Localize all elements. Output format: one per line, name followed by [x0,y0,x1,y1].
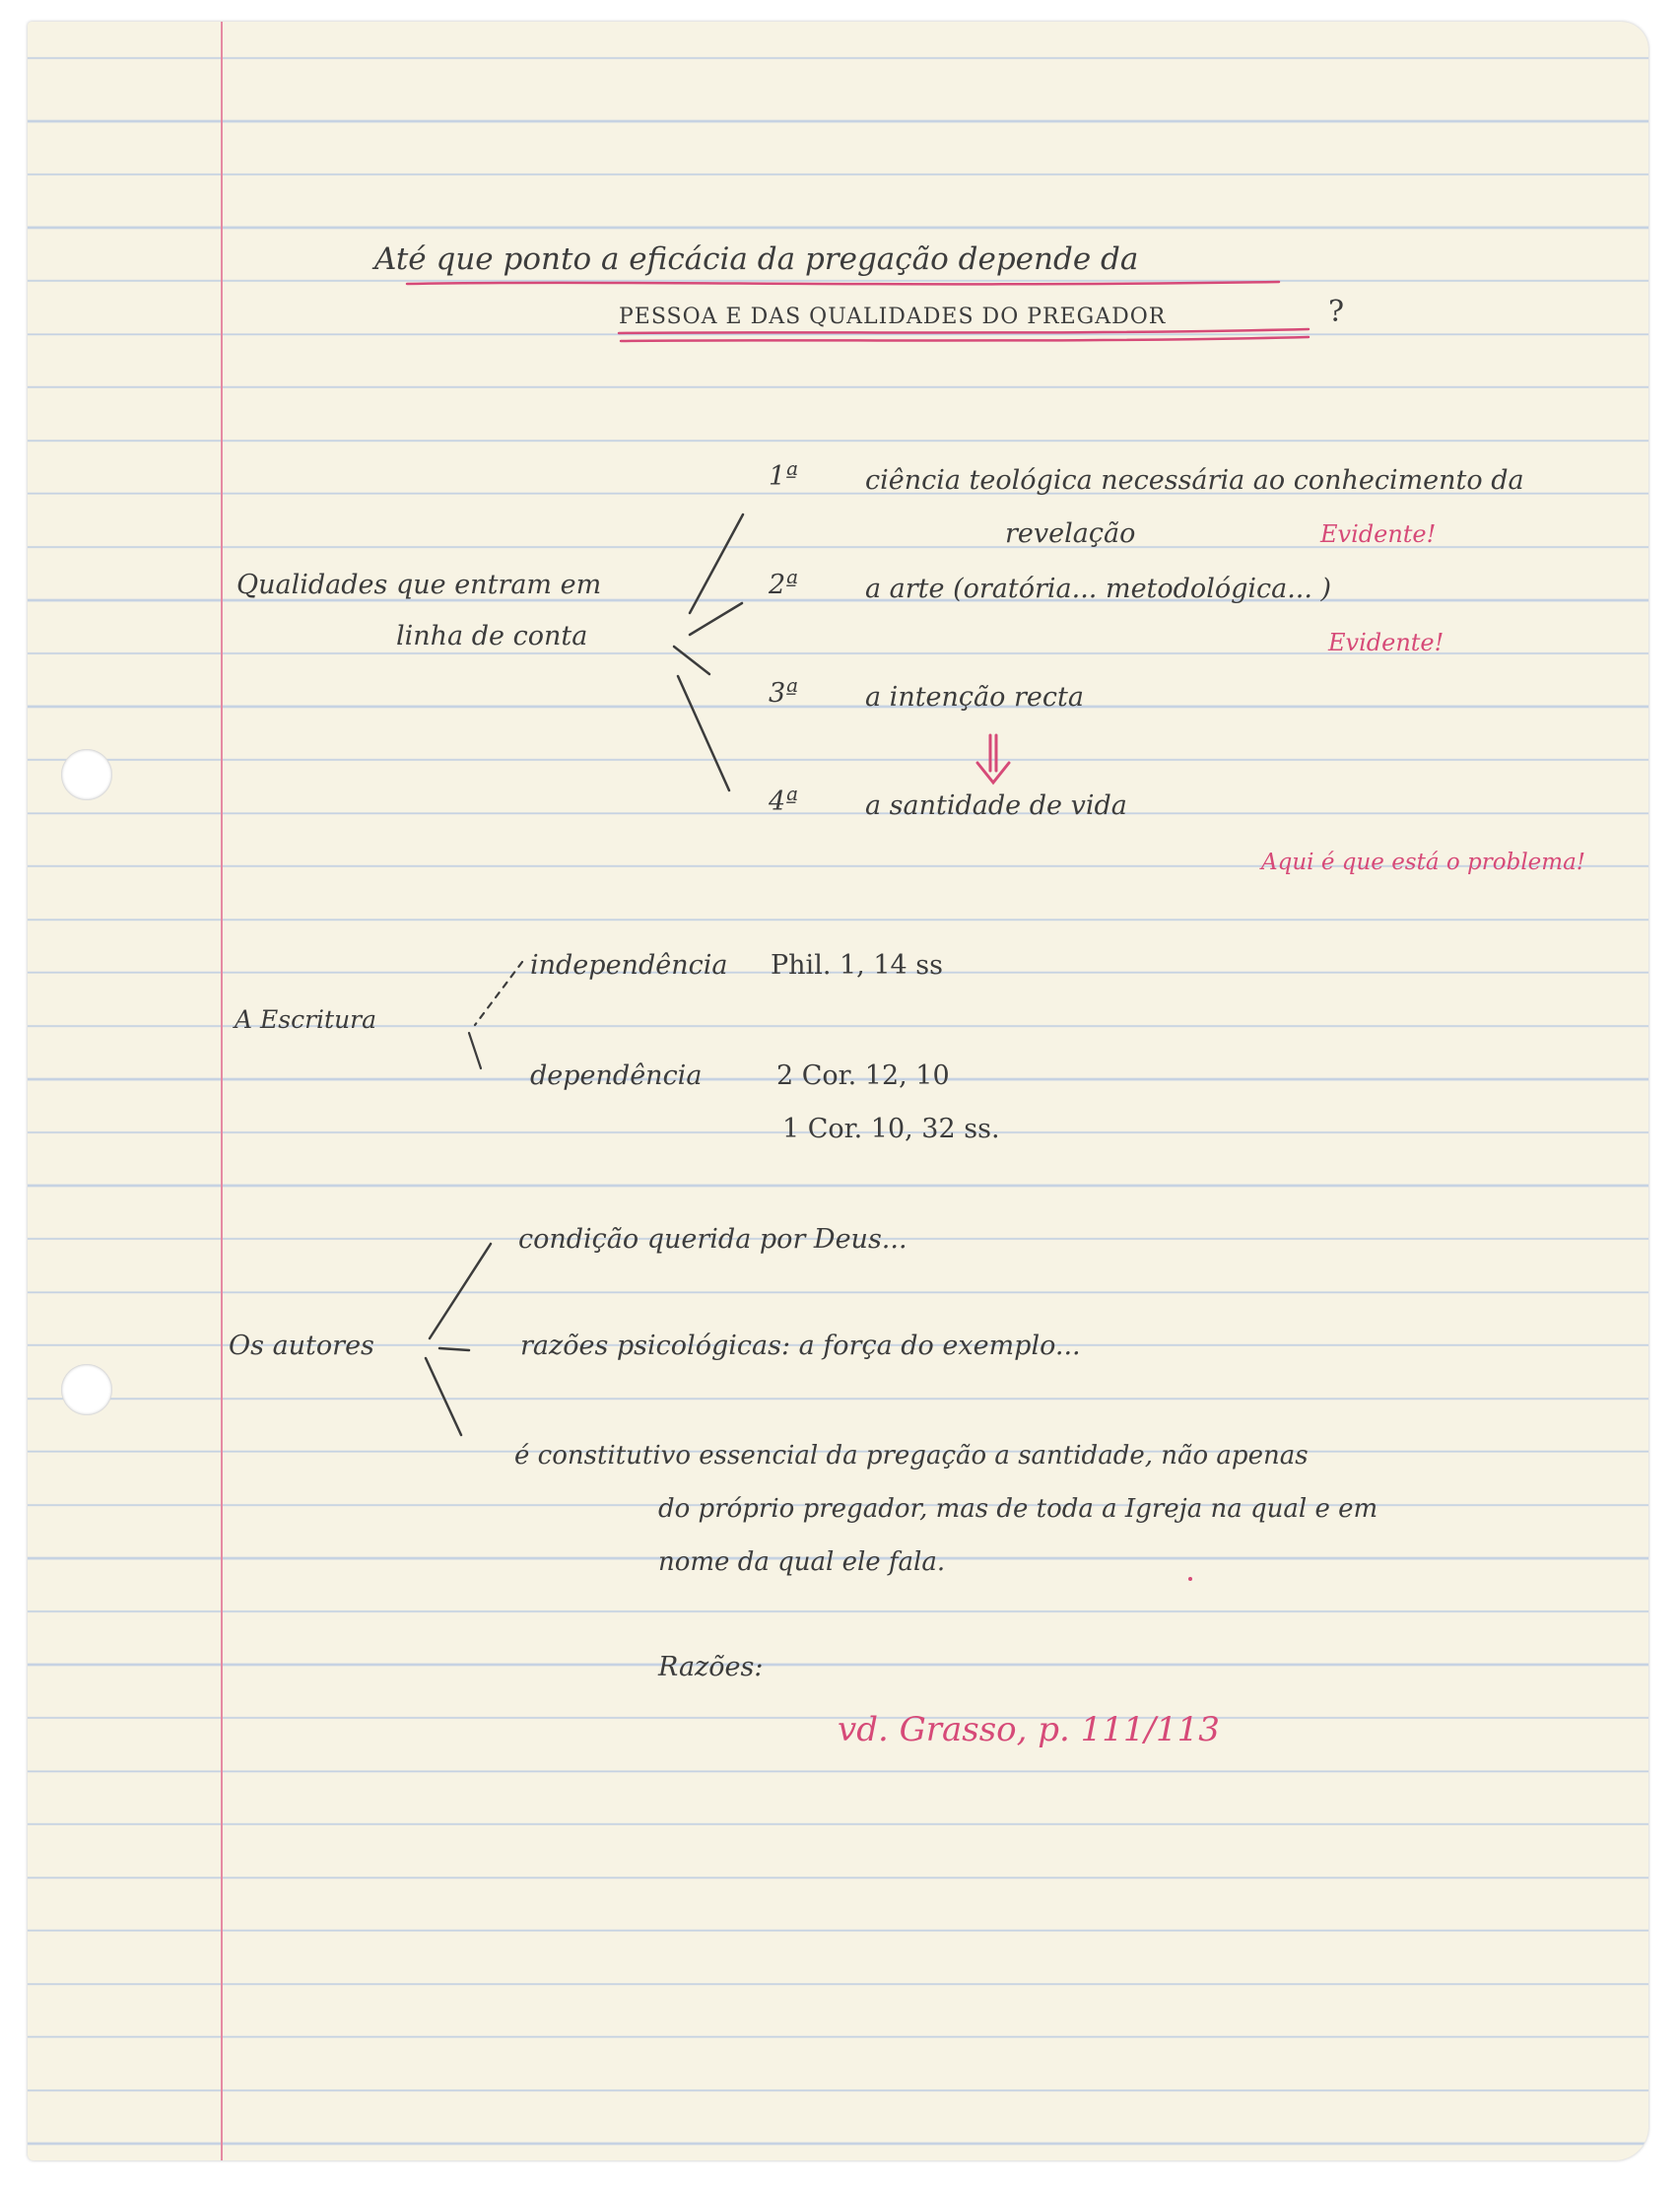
escritura-independencia-ref: Phil. 1, 14 ss [771,950,943,981]
item-1-number: 1ª [769,461,799,492]
item-4-text: a santidade de vida [865,790,1127,821]
pen-strokes [28,22,1648,2160]
notebook-page [28,22,1648,2160]
item-4-note: Aqui é que está o problema! [1261,850,1586,875]
autores-item-1: condição querida por Deus... [518,1224,907,1255]
qualidades-label-2: linha de conta [396,621,588,651]
title-question-mark: ? [1328,295,1345,329]
item-1-text-2: revelação [1005,518,1136,549]
item-4-number: 4ª [769,786,799,817]
title-underline [407,282,1309,341]
razoes-ref: vd. Grasso, p. 111/113 [838,1710,1220,1749]
item-2-text: a arte (oratória... metodológica... ) [865,574,1332,604]
qualidades-brace [674,514,743,790]
item-1-note: Evidente! [1320,520,1437,548]
escritura-dependencia: dependência [530,1060,703,1091]
item-3-number: 3ª [769,678,799,709]
escritura-dependencia-ref-2: 1 Cor. 10, 32 ss. [782,1114,1000,1144]
item-2-note: Evidente! [1328,629,1445,656]
escritura-label: A Escritura [235,1005,377,1034]
title-line-2: PESSOA E DAS QUALIDADES DO PREGADOR [619,305,1167,329]
autores-label: Os autores [229,1331,374,1361]
autores-brace [426,1244,491,1435]
qualidades-label-1: Qualidades que entram em [236,570,602,600]
arrow-down-icon [977,735,1009,783]
autores-item-3: é constitutivo essencial da pregação a santidade, não apenas [514,1441,1309,1470]
escritura-brace [469,962,522,1068]
autores-item-3-cont-2: nome da qual ele fala. [658,1547,946,1577]
item-3-text: a intenção recta [865,682,1084,713]
item-2-number: 2ª [769,570,799,600]
item-1-text: ciência teológica necessária ao conhecimento da [865,465,1524,496]
razoes-label: Razões: [658,1652,764,1682]
escritura-independencia: independência [530,950,728,981]
title-line-1: Até que ponto a eficácia da pregação depende da [374,241,1139,277]
autores-item-2: razões psicológicas: a força do exemplo... [520,1331,1081,1361]
red-dot [1188,1577,1192,1581]
escritura-dependencia-ref-1: 2 Cor. 12, 10 [776,1060,950,1091]
autores-item-3-cont-1: do próprio pregador, mas de toda a Igreja na qual e em [658,1494,1378,1524]
